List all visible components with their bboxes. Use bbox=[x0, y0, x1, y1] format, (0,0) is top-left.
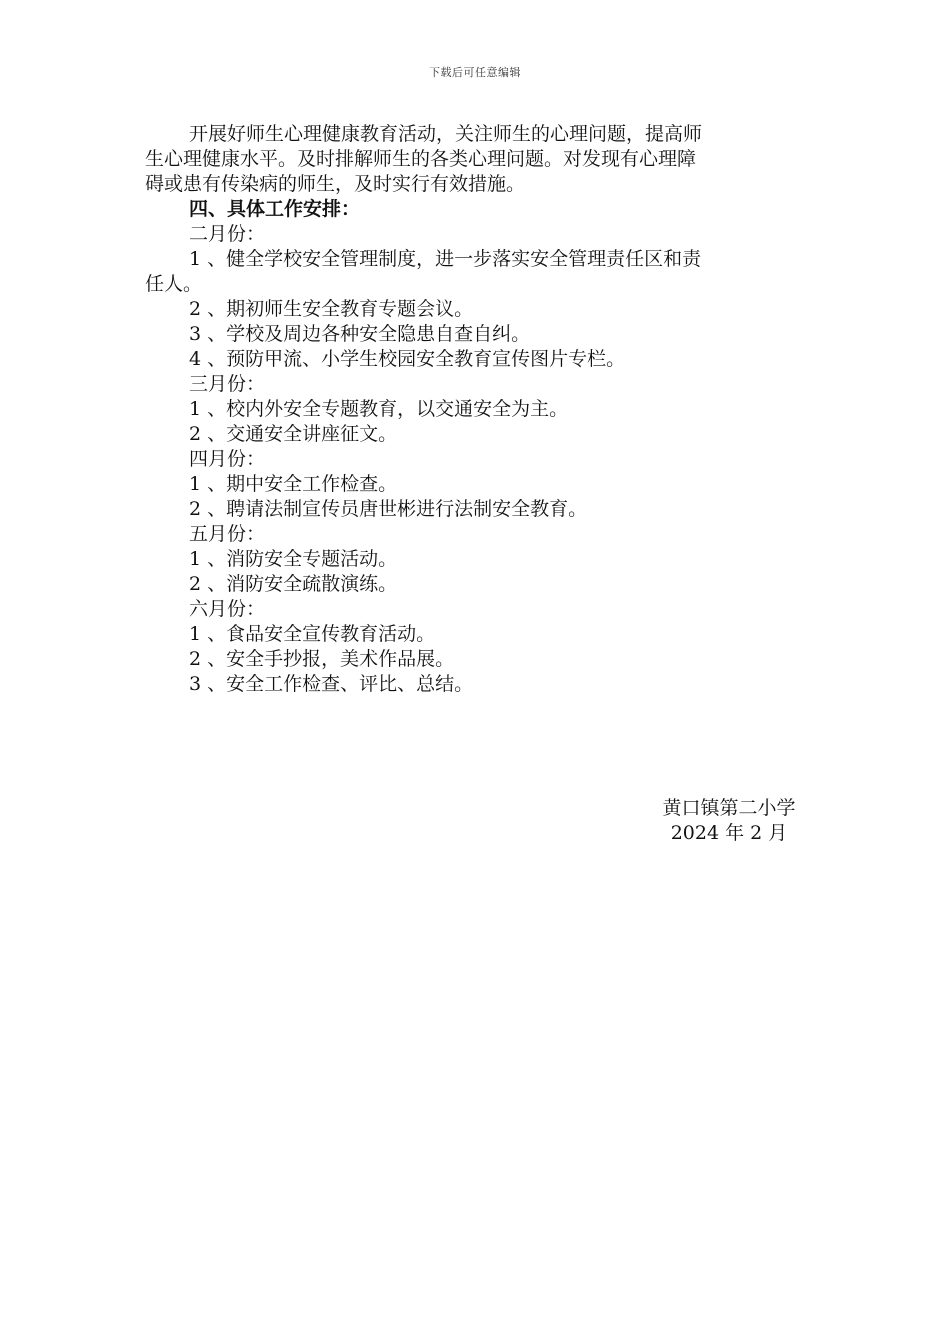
list-item: 2 、消防安全疏散演练。 bbox=[189, 573, 398, 595]
list-item: 2 、交通安全讲座征文。 bbox=[189, 423, 398, 445]
paragraph-line: 生心理健康水平。及时排解师生的各类心理问题。对发现有心理障 bbox=[145, 148, 697, 170]
month-label: 四月份： bbox=[189, 448, 266, 470]
month-label: 三月份： bbox=[189, 373, 266, 395]
month-label: 六月份： bbox=[189, 598, 266, 620]
paragraph-line: 开展好师生心理健康教育活动，关注师生的心理问题，提高师 bbox=[189, 123, 703, 145]
list-item: 4 、预防甲流、小学生校园安全教育宣传图片专栏。 bbox=[189, 348, 626, 370]
signature-date: 2024 年 2 月 bbox=[670, 822, 788, 844]
list-item: 1 、期中安全工作检查。 bbox=[189, 473, 398, 495]
list-item: 3 、安全工作检查、评比、总结。 bbox=[189, 673, 474, 695]
list-item: 3 、学校及周边各种安全隐患自查自纠。 bbox=[189, 323, 531, 345]
list-item: 2 、期初师生安全教育专题会议。 bbox=[189, 298, 474, 320]
signature-organization: 黄口镇第二小学 bbox=[662, 797, 796, 819]
page-header-note: 下载后可任意编辑 bbox=[429, 66, 521, 79]
list-item: 1 、健全学校安全管理制度，进一步落实安全管理责任区和责 bbox=[189, 248, 702, 270]
list-item: 1 、消防安全专题活动。 bbox=[189, 548, 398, 570]
list-item-continuation: 任人。 bbox=[145, 273, 203, 295]
section-heading: 四、具体工作安排： bbox=[189, 198, 361, 220]
month-label: 五月份： bbox=[189, 523, 266, 545]
list-item: 1 、校内外安全专题教育，以交通安全为主。 bbox=[189, 398, 569, 420]
month-label: 二月份： bbox=[189, 223, 266, 245]
document-body bbox=[145, 122, 805, 697]
list-item: 1 、食品安全宣传教育活动。 bbox=[189, 623, 436, 645]
list-item: 2 、聘请法制宣传员唐世彬进行法制安全教育。 bbox=[189, 498, 588, 520]
paragraph-line: 碍或患有传染病的师生，及时实行有效措施。 bbox=[145, 173, 526, 195]
list-item: 2 、安全手抄报，美术作品展。 bbox=[189, 648, 455, 670]
